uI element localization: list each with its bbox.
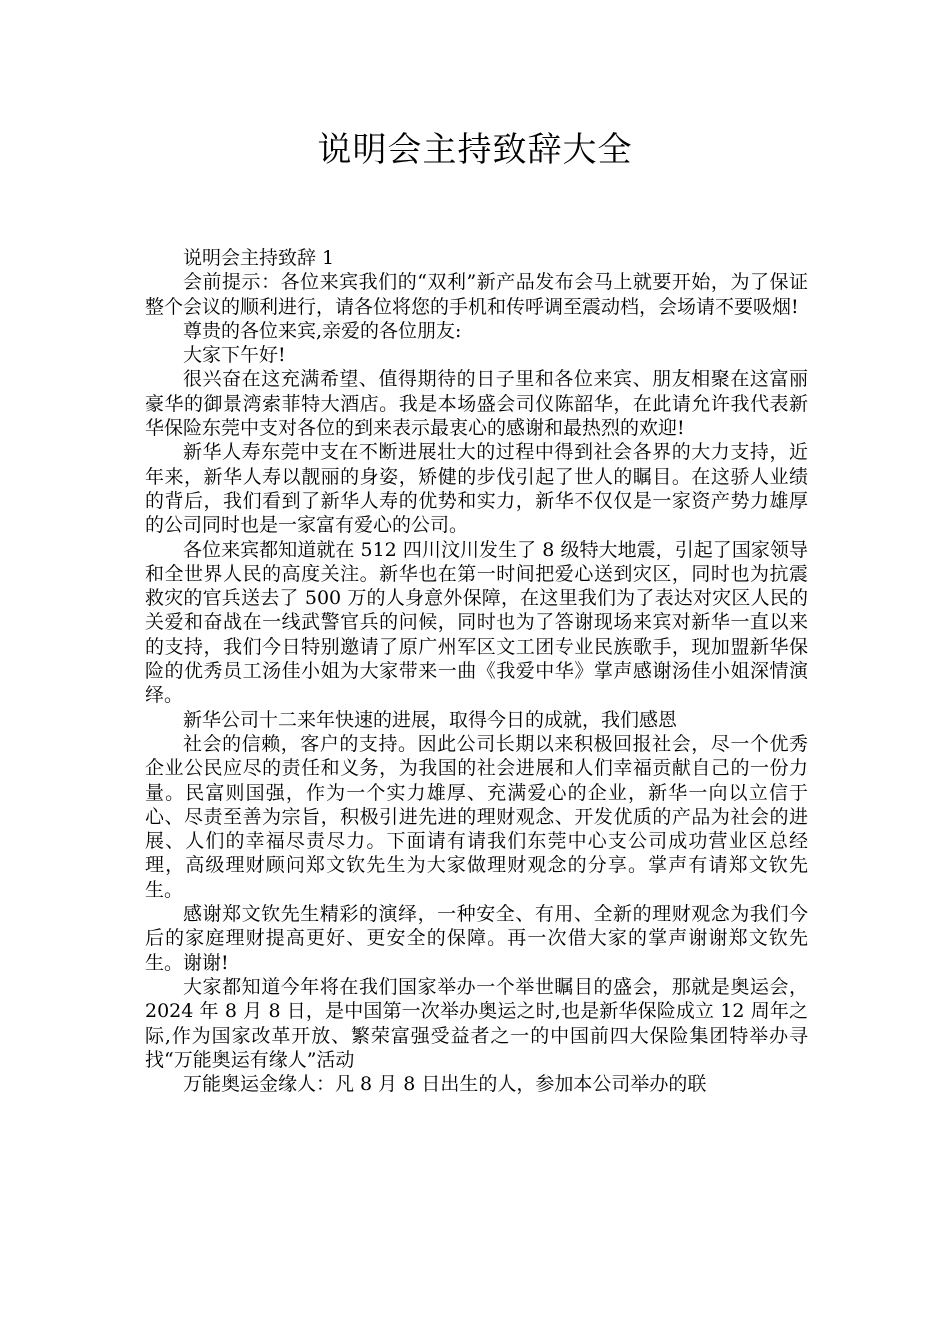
paragraph-social-responsibility: 社会的信赖，客户的支持。因此公司长期以来积极回报社会，尽一个优秀企业公民应尽的责任和义务，为我国的社会进展和人们幸福贡献自己的一份力量。民富则国强，作为一个实力雄厚、充满爱心的企业，新华一向以立信于心、尽责至善为宗旨，积极引进先进的理财观念、开发优质的产品为社会的进展、人们的幸福尽责尽力。下面请有请我们东莞中心支公司成功营业区总经理，高级理财顾问郑文钦先生为大家做理财观念的分享。掌声有请郑文钦先生。	[145, 732, 808, 901]
paragraph-company-intro: 新华人寿东莞中支在不断进展壮大的过程中得到社会各界的大力支持，近年来，新华人寿以靓丽的身姿，矫健的步伐引起了世人的瞩目。在这骄人业绩的背后，我们看到了新华人寿的优势和实力，新华不仅仅是一家资产势力雄厚的公司同时也是一家富有爱心的公司。	[145, 441, 808, 537]
paragraph-thanks-speaker: 感谢郑文钦先生精彩的演绎，一种安全、有用、全新的理财观念为我们今后的家庭理财提高更好、更安全的保障。再一次借大家的掌声谢谢郑文钦先生。谢谢!	[145, 903, 808, 974]
paragraph-olympics: 大家都知道今年将在我们国家举办一个举世瞩目的盛会，那就是奥运会，2024 年 8 月 8 日，是中国第一次举办奥运之时,也是新华保险成立 12 周年之际,作为国家改革开放、繁荣富强受益者之一的中国前四大保险集团特举办寻找“万能奥运有缘人”活动	[145, 975, 808, 1071]
paragraph-earthquake-relief: 各位来宾都知道就在 512 四川汶川发生了 8 级特大地震，引起了国家领导和全世界人民的高度关注。新华也在第一时间把爱心送到灾区，同时也为抗震救灾的官兵送去了 500 万的人身意外保障，在这里我们为了表达对灾区人民的关爱和奋战在一线武警官兵的问候，同时也为了答谢现场来宾对新华一直以来的支持，我们今日特别邀请了原广州军区文工团专业民族歌手，现加盟新华保险的优秀员工汤佳小姐为大家带来一曲《我爱中华》掌声感谢汤佳小姐深情演绎。	[145, 538, 808, 707]
document-title: 说明会主持致辞大全	[317, 130, 633, 170]
paragraph-salutation: 尊贵的各位来宾,亲爱的各位朋友:	[183, 319, 462, 342]
paragraph-greeting: 大家下午好!	[183, 344, 286, 367]
paragraph-welcome: 很兴奋在这充满希望、值得期待的日子里和各位来宾、朋友相聚在这富丽豪华的御景湾索菲特大酒店。我是本场盛会司仪陈韶华，在此请允许我代表新华保险东莞中支对各位的到来表示最衷心的感谢和最热烈的欢迎!	[145, 368, 808, 440]
section-heading: 说明会主持致辞 1	[183, 247, 335, 269]
document-body	[145, 246, 808, 1096]
paragraph-pre-meeting-notice: 会前提示：各位来宾我们的“双利”新产品发布会马上就要开始，为了保证整个会议的顺利进行，请各位将您的手机和传呼调至震动档，会场请不要吸烟!	[145, 271, 808, 318]
paragraph-golden-birthday: 万能奥运金缘人：凡 8 月 8 日出生的人，参加本公司举办的联	[183, 1073, 707, 1096]
paragraph-gratitude: 新华公司十二来年快速的进展，取得今日的成就，我们感恩	[183, 708, 678, 731]
